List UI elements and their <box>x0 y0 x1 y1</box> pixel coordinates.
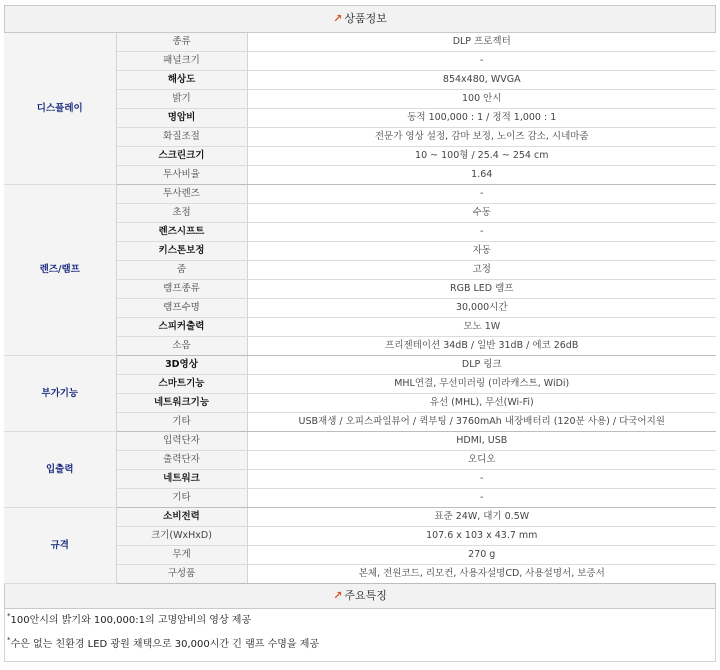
features-section-title: 주요특징 <box>344 589 387 602</box>
spec-label: 투사비율 <box>116 166 247 185</box>
spec-group-name: 입출력 <box>4 432 116 508</box>
spec-label: 램프종류 <box>116 280 247 299</box>
spec-label: 무게 <box>116 546 247 565</box>
spec-label: 명암비 <box>116 109 247 128</box>
spec-value: 표준 24W, 대기 0.5W <box>247 508 716 527</box>
spec-value: 유선 (MHL), 무선(Wi-Fi) <box>247 394 716 413</box>
spec-label: 스크린크기 <box>116 147 247 166</box>
product-info-panel <box>4 5 716 662</box>
spec-value: 107.6 x 103 x 43.7 mm <box>247 527 716 546</box>
spec-group-name: 렌즈/램프 <box>4 185 116 356</box>
features-list <box>4 609 716 662</box>
feature-marker: * <box>7 636 11 644</box>
spec-value: 1.64 <box>247 166 716 185</box>
spec-label: 입력단자 <box>116 432 247 451</box>
spec-value: DLP 링크 <box>247 356 716 375</box>
spec-value: 전문가 영상 설정, 감마 보정, 노이즈 감소, 시네마줌 <box>247 128 716 147</box>
spec-value: MHL연결, 무선미러링 (미라캐스트, WiDi) <box>247 375 716 394</box>
spec-label: 램프수명 <box>116 299 247 318</box>
spec-label: 렌즈시프트 <box>116 223 247 242</box>
spec-label: 소음 <box>116 337 247 356</box>
feature-item <box>7 609 715 633</box>
spec-label: 패널크기 <box>116 52 247 71</box>
arrow-icon: ↗ <box>333 589 343 602</box>
spec-value: 100 안시 <box>247 90 716 109</box>
features-section-header <box>4 584 716 609</box>
spec-value: 오디오 <box>247 451 716 470</box>
spec-section-header <box>4 5 716 33</box>
spec-value: - <box>247 223 716 242</box>
spec-value: DLP 프로젝터 <box>247 33 716 52</box>
spec-row <box>4 185 716 204</box>
spec-value: RGB LED 램프 <box>247 280 716 299</box>
spec-label: 네트워크기능 <box>116 394 247 413</box>
spec-label: 종류 <box>116 33 247 52</box>
spec-row <box>4 508 716 527</box>
spec-label: 해상도 <box>116 71 247 90</box>
spec-group-name: 규격 <box>4 508 116 584</box>
spec-value: 수동 <box>247 204 716 223</box>
spec-group-name: 부가기능 <box>4 356 116 432</box>
spec-group-name: 디스플레이 <box>4 33 116 185</box>
spec-label: 네트워크 <box>116 470 247 489</box>
spec-label: 출력단자 <box>116 451 247 470</box>
spec-value: 10 ~ 100형 / 25.4 ~ 254 cm <box>247 147 716 166</box>
spec-label: 스마트기능 <box>116 375 247 394</box>
feature-marker: * <box>7 612 11 620</box>
arrow-icon: ↗ <box>333 12 343 25</box>
spec-row <box>4 33 716 52</box>
spec-label: 스피커출력 <box>116 318 247 337</box>
spec-value: 모노 1W <box>247 318 716 337</box>
spec-value: 동적 100,000 : 1 / 정적 1,000 : 1 <box>247 109 716 128</box>
spec-label: 크기(WxHxD) <box>116 527 247 546</box>
spec-value: 자동 <box>247 242 716 261</box>
feature-text: 100안시의 밝기와 100,000:1의 고명암비의 영상 제공 <box>10 615 252 626</box>
spec-section-title: 상품정보 <box>344 12 387 25</box>
spec-value: - <box>247 470 716 489</box>
spec-table <box>4 33 716 584</box>
spec-value: - <box>247 489 716 508</box>
spec-label: 소비전력 <box>116 508 247 527</box>
spec-label: 화질조절 <box>116 128 247 147</box>
spec-value: 본체, 전원코드, 리모컨, 사용자설명CD, 사용설명서, 보증서 <box>247 565 716 584</box>
spec-value: 854x480, WVGA <box>247 71 716 90</box>
spec-label: 기타 <box>116 413 247 432</box>
spec-value: HDMI, USB <box>247 432 716 451</box>
spec-label: 투사렌즈 <box>116 185 247 204</box>
spec-value: USB재생 / 오피스파일뷰어 / 퀵부팅 / 3760mAh 내장배터리 (120분 사용) / 다국어지원 <box>247 413 716 432</box>
spec-row <box>4 432 716 451</box>
spec-row <box>4 356 716 375</box>
spec-label: 구성품 <box>116 565 247 584</box>
spec-value: 30,000시간 <box>247 299 716 318</box>
spec-label: 줌 <box>116 261 247 280</box>
spec-label: 밝기 <box>116 90 247 109</box>
spec-value: - <box>247 185 716 204</box>
feature-text: 수은 없는 친환경 LED 광원 채택으로 30,000시간 긴 램프 수명을 제공 <box>10 639 320 650</box>
spec-label: 초점 <box>116 204 247 223</box>
spec-label: 3D영상 <box>116 356 247 375</box>
feature-item <box>7 633 715 657</box>
spec-value: 270 g <box>247 546 716 565</box>
spec-label: 기타 <box>116 489 247 508</box>
spec-value: 고정 <box>247 261 716 280</box>
spec-value: - <box>247 52 716 71</box>
spec-label: 키스톤보정 <box>116 242 247 261</box>
spec-value: 프리젠테이션 34dB / 일반 31dB / 에코 26dB <box>247 337 716 356</box>
